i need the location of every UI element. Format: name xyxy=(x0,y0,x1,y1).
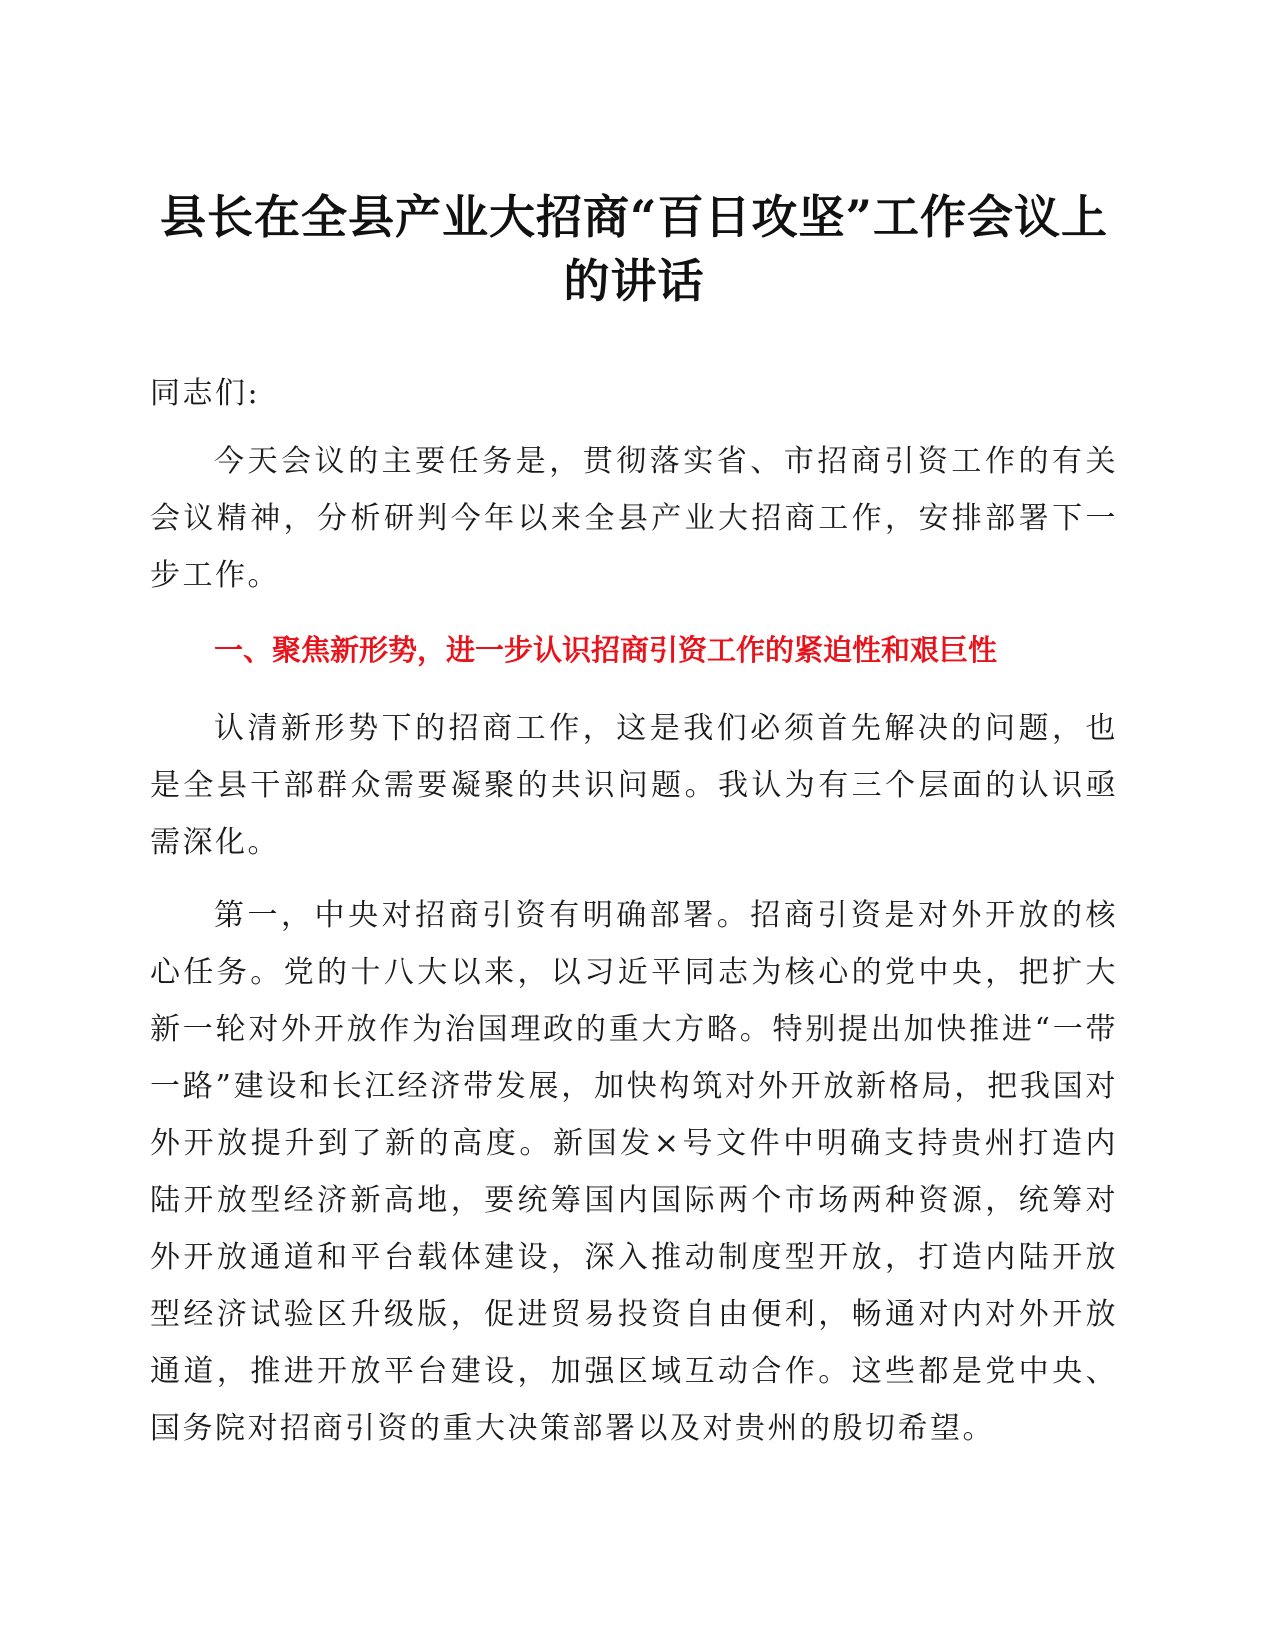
greeting: 同志们: xyxy=(150,376,261,411)
document-page xyxy=(150,0,1118,1650)
intro-paragraph: 今天会议的主要任务是，贯彻落实省、市招商引资工作的有关会议精神，分析研判今年以来全县产业大招商工作，安排部署下一步工作。 xyxy=(150,444,1118,593)
section-paragraph-1: 认清新形势下的招商工作，这是我们必须首先解决的问题，也是全县干部群众需要凝聚的共识问题。我认为有三个层面的认识亟需深化。 xyxy=(150,711,1118,860)
title-line-2: 的讲话 xyxy=(563,254,705,308)
section-paragraph-2: 第一，中央对招商引资有明确部署。招商引资是对外开放的核心任务。党的十八大以来，以习近平同志为核心的党中央，把扩大新一轮对外开放作为治国理政的重大方略。特别提出加快推进“一带一路”建设和长江经济带发展，加快构筑对外开放新格局，把我国对外开放提升到了新的高度。新国发×号文件中明确支持贵州打造内陆开放型经济新高地，要统筹国内国际两个市场两种资源，统筹对外开放通道和平台载体建设，深入推动制度型开放，打造内陆开放型经济试验区升级版，促进贸易投资自由便利，畅通对内对外开放通道，推进开放平台建设，加强区域互动合作。这些都是党中央、国务院对招商引资的重大决策部署以及对贵州的殷切希望。 xyxy=(150,898,1118,1446)
section-heading: 一、聚焦新形势，进一步认识招商引资工作的紧迫性和艰巨性 xyxy=(214,633,998,667)
title-line-1: 县长在全县产业大招商“百日攻坚”工作会议上 xyxy=(160,190,1108,244)
document-title xyxy=(150,185,1118,313)
